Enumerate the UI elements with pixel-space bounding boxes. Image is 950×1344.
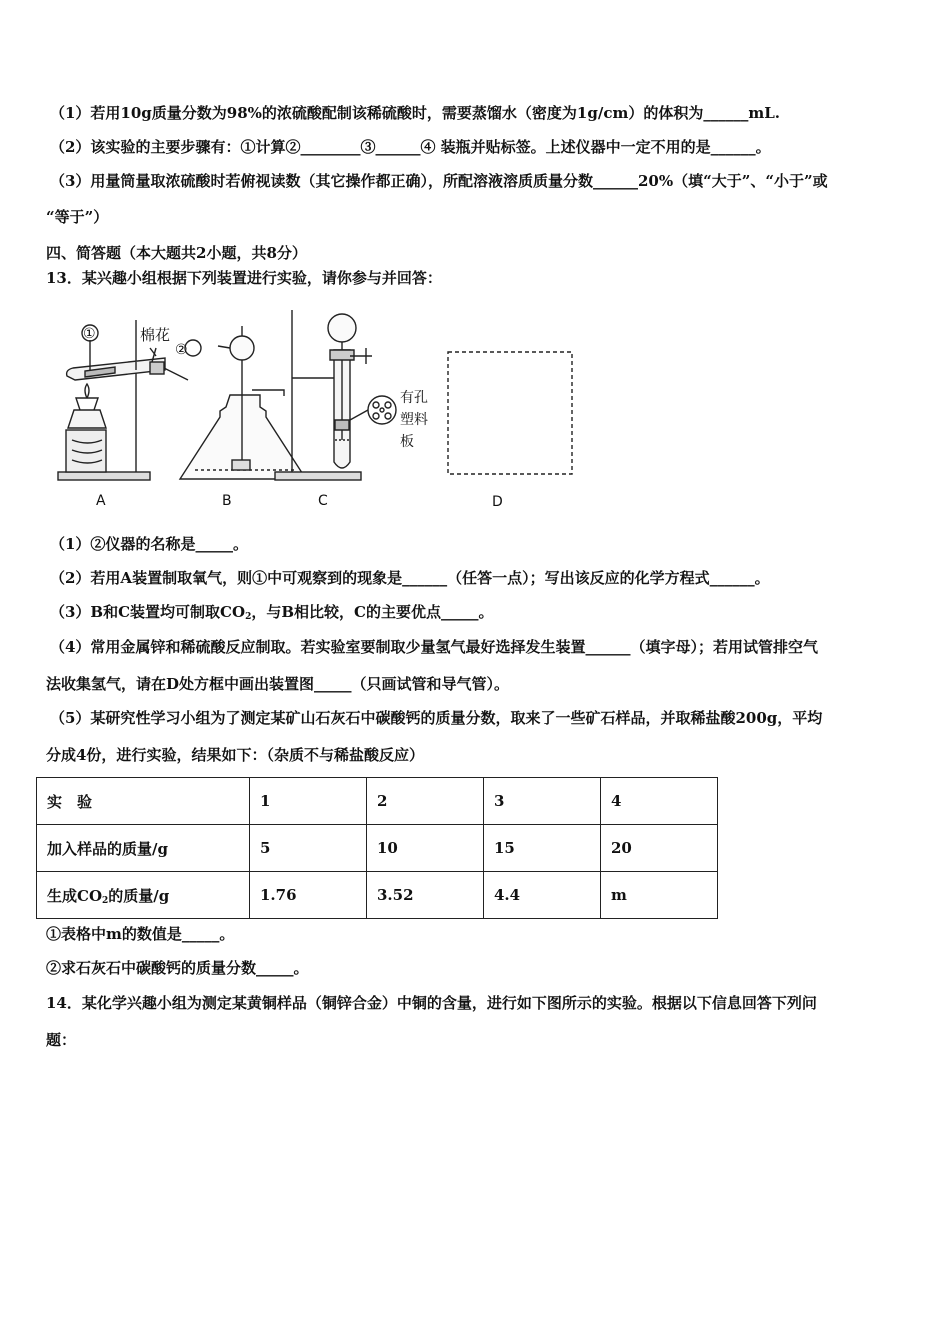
table-header-cell: 2: [367, 778, 484, 825]
q12-part2: （2）该实验的主要步骤有：①计算②________③______④ 装瓶并贴标签。上述仪器中一定不用的是______。: [50, 138, 771, 156]
q12-part3-cont: “等于”）: [46, 208, 109, 226]
table-cell: 10: [367, 825, 484, 872]
table-cell: 15: [484, 825, 601, 872]
apparatus-c-drawing: [275, 310, 396, 480]
q12-part1: （1）若用10g质量分数为98%的浓硫酸配制该稀硫酸时，需要蒸馏水（密度为1g/cm）的体积为______mL.: [50, 104, 780, 122]
q13-sub2: （2）若用A装置制取氧气，则①中可观察到的现象是______（任答一点）；写出该反应的化学方程式______。: [50, 569, 770, 587]
mark-1: ①: [83, 326, 96, 342]
section-heading: 四、简答题（本大题共2小题，共8分）: [46, 244, 307, 262]
table-cell: 1.76: [250, 872, 367, 919]
plate-label-1: 有孔: [400, 390, 428, 406]
plate-label-2: 塑料: [400, 412, 428, 428]
q12-part3: （3）用量筒量取浓硫酸时若俯视读数（其它操作都正确），所配溶液溶质质量分数______20%（填“大于”、“小于”或: [50, 172, 828, 190]
table-cell: m: [601, 872, 718, 919]
q13-sub5: （5）某研究性学习小组为了测定某矿山石灰石中碳酸钙的质量分数，取来了一些矿石样品，并取稀盐酸200g，平均: [50, 709, 823, 727]
apparatus-figure: [30, 300, 590, 515]
table-cell: 加入样品的质量/g: [37, 825, 250, 872]
table-header-cell: 4: [601, 778, 718, 825]
cotton-label: 棉花: [140, 326, 171, 344]
q13-sub1: （1）②仪器的名称是_____。: [50, 535, 248, 553]
table-header-cell: 3: [484, 778, 601, 825]
apparatus-b-drawing: [180, 326, 306, 479]
label-c: C: [318, 493, 328, 509]
q13-sub5-cont: 分成4份，进行实验，结果如下：（杂质不与稀盐酸反应）: [46, 746, 424, 764]
table-cell: 生成$CO_2$的质量/g: [37, 872, 250, 919]
mark-2: ②: [175, 342, 188, 358]
table-row: [37, 778, 718, 825]
table-cell: 3.52: [367, 872, 484, 919]
results-table: [36, 777, 718, 919]
q14-text: 14．某化学兴趣小组为测定某黄铜样品（铜锌合金）中铜的含量，进行如下图所示的实验。根据以下信息回答下列问: [46, 994, 817, 1012]
plate-label-3: 板: [400, 434, 414, 450]
q13-intro: 13．某兴趣小组根据下列装置进行实验，请你参与并回答：: [46, 269, 442, 287]
q13-answer2: ②求石灰石中碳酸钙的质量分数_____。: [46, 959, 309, 977]
table-cell: 4.4: [484, 872, 601, 919]
apparatus-a-drawing: [58, 320, 188, 480]
q14-text-cont: 题：: [46, 1031, 77, 1049]
q13-sub3: （3）B和C装置均可制取$CO_2$，与B相比较，C的主要优点_____。: [50, 603, 494, 622]
table-row: [37, 872, 718, 919]
label-d: D: [492, 494, 503, 510]
table-cell: 5: [250, 825, 367, 872]
q13-answer1: ①表格中m的数值是_____。: [46, 925, 235, 943]
table-header-cell: 1: [250, 778, 367, 825]
label-b: B: [222, 493, 232, 509]
table-header-cell: 实 验: [37, 778, 250, 825]
apparatus-d-box: [448, 352, 572, 474]
table-row: [37, 825, 718, 872]
label-a: A: [96, 493, 106, 509]
q13-sub4-cont: 法收集氢气，请在D处方框中画出装置图_____（只画试管和导气管）。: [46, 675, 510, 693]
table-cell: 20: [601, 825, 718, 872]
q13-sub4: （4）常用金属锌和稀硫酸反应制取。若实验室要制取少量氢气最好选择发生装置______（填字母）；若用试管排空气: [50, 638, 818, 656]
